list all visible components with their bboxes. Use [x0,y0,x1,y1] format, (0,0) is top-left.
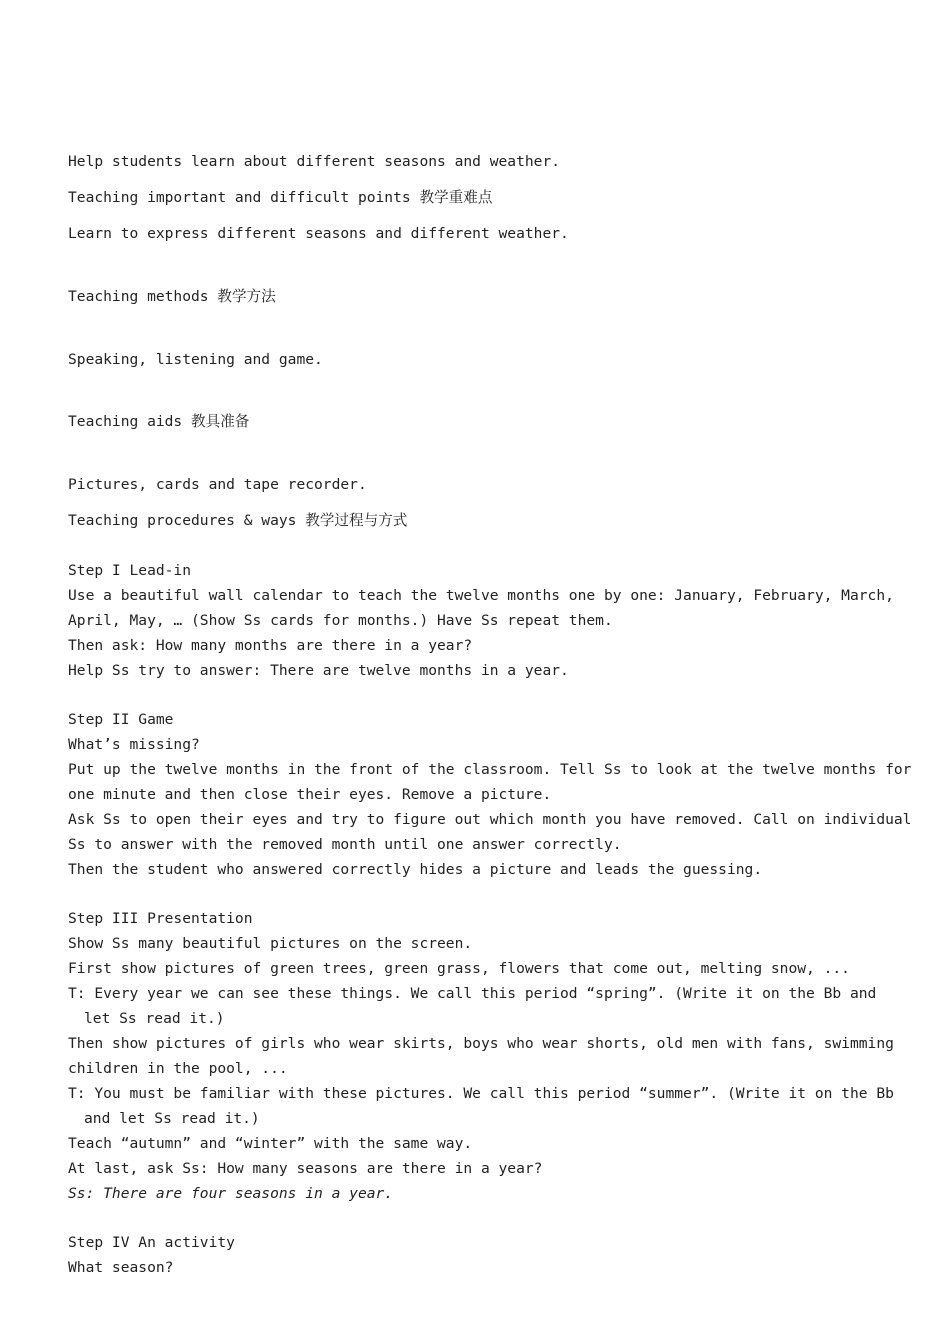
step3-line: T: Every year we can see these things. We call this period “spring”. (Write it on the Bb and [68,985,877,1002]
step2-line: Ss to answer with the removed month until one answer correctly. [68,836,622,853]
step3-line: Teach “autumn” and “winter” with the same way. [68,1135,473,1152]
step4-title: Step IV An activity [68,1234,235,1251]
aids-heading: Teaching aids 教具准备 [68,413,250,430]
step1-title: Step I Lead-in [68,562,192,579]
step3-line: T: You must be familiar with these pictures. We call this period “summer”. (Write it on the Bb [68,1085,894,1102]
points-heading: Teaching important and difficult points 教学重难点 [68,189,493,206]
step2-line: Ask Ss to open their eyes and try to figure out which month you have removed. Call on individual [68,811,912,828]
methods-heading: Teaching methods 教学方法 [68,288,276,305]
step4-line: What season? [68,1259,174,1276]
step3-line: Then show pictures of girls who wear skirts, boys who wear shorts, old men with fans, swimming [68,1035,894,1052]
step2-line: What’s missing? [68,736,200,753]
step3-line: let Ss read it.) [84,1010,225,1027]
step1-line: Then ask: How many months are there in a year? [68,637,473,654]
step3-line: First show pictures of green trees, green grass, flowers that come out, melting snow, ... [68,960,850,977]
procedures-heading: Teaching procedures & ways 教学过程与方式 [68,512,408,529]
step2-line: one minute and then close their eyes. Remove a picture. [68,786,552,803]
step3-line: At last, ask Ss: How many seasons are there in a year? [68,1160,543,1177]
step3-line-answer: Ss: There are four seasons in a year. [68,1185,394,1202]
step2-title: Step II Game [68,711,174,728]
step1-line: Use a beautiful wall calendar to teach the twelve months one by one: January, February, March, [68,587,894,604]
step2-line: Then the student who answered correctly hides a picture and leads the guessing. [68,861,763,878]
step2-line: Put up the twelve months in the front of the classroom. Tell Ss to look at the twelve months for [68,761,912,778]
step3-title: Step III Presentation [68,910,253,927]
step3-line: children in the pool, ... [68,1060,288,1077]
aids-text: Pictures, cards and tape recorder. [68,476,367,493]
methods-text: Speaking, listening and game. [68,351,323,368]
objective-text: Help students learn about different seasons and weather. [68,153,561,170]
step3-line: Show Ss many beautiful pictures on the screen. [68,935,473,952]
step1-line: Help Ss try to answer: There are twelve months in a year. [68,662,569,679]
step3-line: and let Ss read it.) [84,1110,260,1127]
step1-line: April, May, … (Show Ss cards for months.) Have Ss repeat them. [68,612,613,629]
points-text: Learn to express different seasons and different weather. [68,225,569,242]
